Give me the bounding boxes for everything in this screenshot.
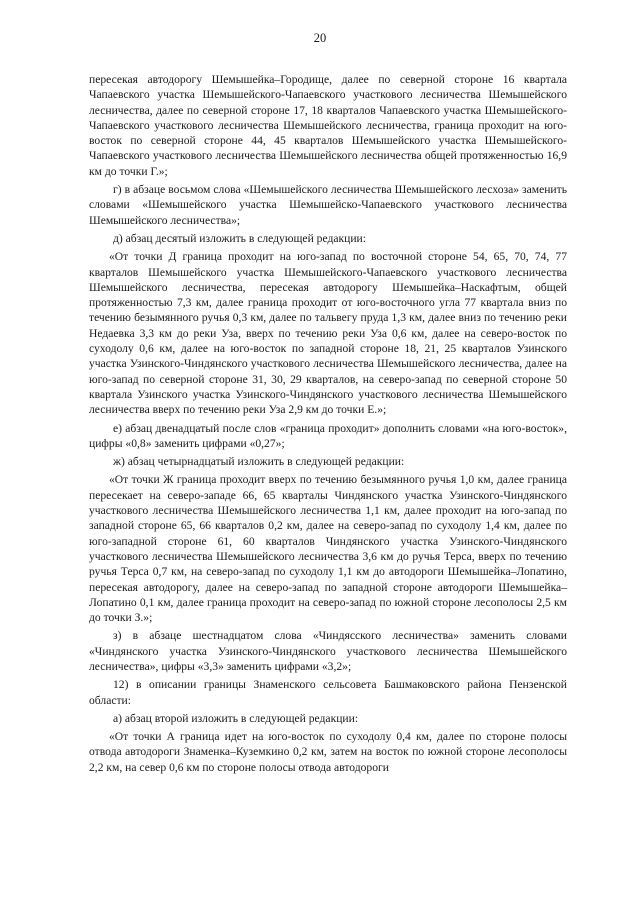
- paragraph-quote-d: «От точки Д граница проходит на юго-запад по восточной стороне 54, 65, 70, 74, 77 кварталов Шемышейского участка Шемышейского-Чапаевского участкового лесничества Шемышейского лесничества, пересекая автодорогу Шемышейка–Наскафтым, общей протяженностью 7,3 км, далее граница проходит от юго-восточного угла 77 квартала вниз по течению безымянного ручья 0,3 км, далее по тальвегу пруда 1,3 км, далее вниз по течению реки Недаевка 3,3 км до реки Уза, вверх по течению реки Уза 0,6 км, далее на северо-восток по суходолу 0,6 км, далее на юго-восток по западной стороне 18, 21, 25 кварталов Узинского участка Узинского-Чиндянского участкового лесничества Шемышейского лесничества, далее на юго-запад по северной стороне 31, 30, 29 кварталов, на северо-запад по северной стороне 50 квартала Узинского участка Узинского-Чиндянского участкового лесничества Шемышейского лесничества вверх по течению реки Уза 2,9 км до точки Е.»;: [89, 250, 567, 417]
- paragraph-quote-a: «От точки А граница идет на юго-восток по суходолу 0,4 км, далее по стороне полосы отвода автодороги Знаменка–Куземкино 0,2 км, затем на восток по южной стороне лесополосы 2,2 км, на север 0,6 км по стороне полосы отвода автодороги: [89, 730, 567, 774]
- paragraph-item-12: 12) в описании границы Знаменского сельсовета Башмаковского района Пензенской области:: [89, 678, 567, 707]
- document-body: [89, 72, 567, 778]
- paragraph-item-d: д) абзац десятый изложить в следующей редакции:: [113, 231, 366, 245]
- paragraph-item-g: г) в абзаце восьмом слова «Шемышейского лесничества Шемышейского лесхоза» заменить словами «Шемышейского участка Шемышейско-Чапаевского участкового лесничества Шемышейского лесничества»;: [89, 183, 567, 227]
- paragraph-continuation: пересекая автодорогу Шемышейка–Городище, далее по северной стороне 16 квартала Чапаевского участка Шемышейского-Чапаевского участкового лесничества Шемышейского лесничества, далее по северной стороне 17, 18 кварталов Чапаевского участка Шемышейского-Чапаевского участкового лесничества Шемышейского лесничества, граница проходит на юго-восток по северной стороне 44, 45 кварталов Шемышейского участка Шемышейского-Чапаевского участкового лесничества Шемышейского лесничества общей протяженностью 16,9 км до точки Г.»;: [89, 73, 567, 178]
- paragraph-item-zh: ж) абзац четырнадцатый изложить в следующей редакции:: [113, 455, 405, 469]
- paragraph-item-z: з) в абзаце шестнадцатом слова «Чиндясского лесничества» заменить словами «Чиндянского участка Узинского-Чиндянского участкового лесничества Шемышейского лесничества», цифры «3,3» заменить цифрами «3,2»;: [89, 629, 567, 673]
- page-number: 20: [313, 31, 327, 45]
- paragraph-item-e: е) абзац двенадцатый после слов «граница проходит» дополнить словами «на юго-восток», цифры «0,8» заменить цифрами «0,27»;: [89, 421, 567, 450]
- paragraph-item-a: а) абзац второй изложить в следующей редакции:: [113, 711, 359, 725]
- paragraph-quote-zh: «От точки Ж граница проходит вверх по течению безымянного ручья 1,0 км, далее граница пересекает на северо-западе 66, 65 кварталы Чиндянского участка Узинского-Чиндянского участкового лесничества Шемышейского лесничества 1,1 км, далее проходит на юго-запад по западной стороне 65, 66 кварталов 0,2 км, далее на северо-запад по суходолу 1,4 км, далее по юго-западной стороне 61, 60 кварталов Чиндянского участка Узинского-Чиндянского участкового лесничества Шемышейского лесничества 3,6 км до ручья Терса, вверх по течению ручья Терса 0,7 км, на северо-запад по суходолу 1,1 км до автодороги Шемышейка–Лопатино, пересекая автодорогу, далее на северо-запад по западной стороне автодороги Шемышейка–Лопатино 0,1 км, далее граница проходит на северо-запад по южной стороне лесополосы 2,5 км до точки З.»;: [89, 473, 567, 625]
